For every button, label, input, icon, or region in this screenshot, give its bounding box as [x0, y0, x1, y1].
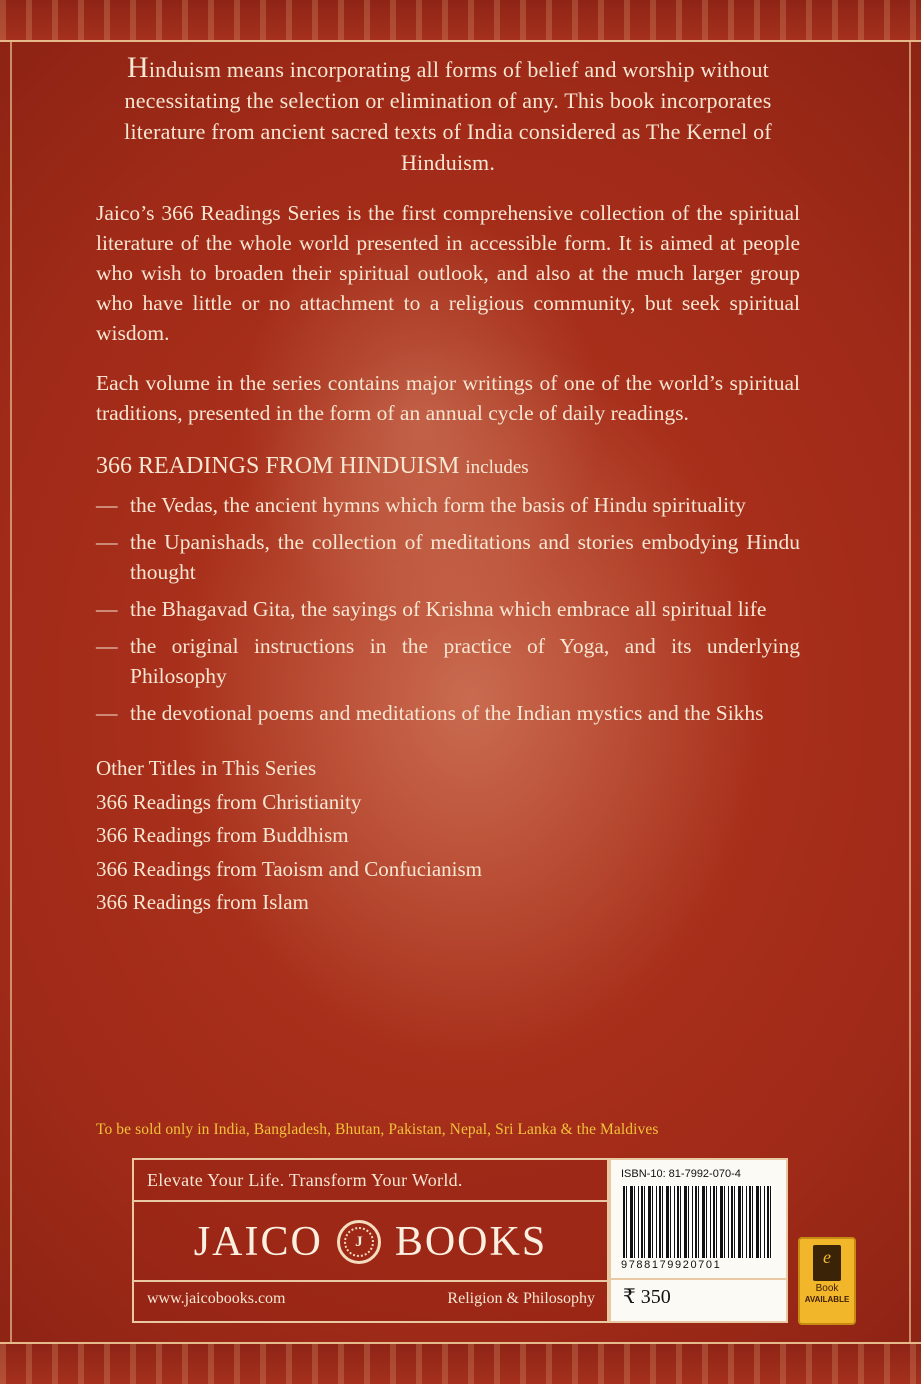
barcode-box: [609, 1158, 788, 1323]
list-item: — the devotional poems and meditations of the Indian mystics and the Sikhs: [96, 701, 764, 725]
ebook-icon: e: [813, 1245, 841, 1281]
publisher-website: www.jaicobooks.com: [147, 1290, 286, 1307]
list-item: — the Vedas, the ancient hymns which form the basis of Hindu spirituality: [96, 493, 746, 517]
includes-suffix: includes: [465, 457, 529, 478]
divider: [134, 1280, 607, 1282]
ebook-label: Book: [815, 1283, 839, 1294]
other-title: 366 Readings from Buddhism: [96, 823, 349, 847]
price: ₹ 350: [623, 1286, 671, 1308]
top-ornament-border: [0, 0, 921, 42]
brand-name-left: JAICO: [193, 1219, 323, 1265]
intro-paragraph: [96, 52, 800, 178]
divider: [611, 1278, 786, 1280]
other-title: 366 Readings from Islam: [96, 890, 309, 914]
brand-name-right: BOOKS: [394, 1219, 548, 1265]
barcode-icon: [623, 1186, 773, 1258]
publisher-tagline: Elevate Your Life. Transform Your World.: [147, 1170, 463, 1190]
series-paragraph: Jaico’s 366 Readings Series is the first comprehensive collection of the spiritual literature of the whole world presented in accessible form. It is aimed at people who wish to broaden their spiritual outlook, and also at the much larger group who have little or no attachment to a religious community, but seek spiritual wisdom.: [96, 201, 800, 345]
volume-paragraph: Each volume in the series contains major writings of one of the world’s spiritual traditions, presented in the form of an annual cycle of daily readings.: [96, 371, 800, 425]
includes-list: [96, 490, 800, 728]
book-title: 366 READINGS FROM HINDUISM: [96, 453, 460, 479]
other-title: 366 Readings from Taoism and Confucianism: [96, 856, 483, 881]
ebook-available-badge: [798, 1237, 856, 1325]
divider: [134, 1200, 607, 1202]
list-item: — the original instructions in the practice of Yoga, and its underlying Philosophy: [96, 634, 800, 688]
publisher-logo: [134, 1212, 607, 1272]
includes-heading: [96, 450, 800, 484]
ebook-available-text: AVAILABLE: [804, 1295, 850, 1304]
publisher-panel: [132, 1158, 609, 1323]
other-title: 366 Readings from Christianity: [96, 789, 362, 814]
book-category: Religion & Philosophy: [447, 1290, 595, 1307]
other-titles: [96, 752, 800, 920]
right-border: [897, 42, 911, 1342]
other-titles-heading: Other Titles in This Series: [96, 756, 317, 780]
list-item: — the Bhagavad Gita, the sayings of Krishna which embrace all spiritual life: [96, 597, 767, 621]
isbn-label: ISBN-10: 81-7992-070-4: [621, 1168, 741, 1180]
intro-text: induism means incorporating all forms of belief and worship without necessitating the selection or elimination of any. This book incorporates literature from ancient sacred texts of India considered as The Kernel of Hinduism.: [124, 57, 772, 175]
jaico-emblem-icon: J: [337, 1220, 381, 1264]
left-border: [10, 42, 24, 1342]
drop-letter: H: [127, 51, 149, 84]
list-item: — the Upanishads, the collection of meditations and stories embodying Hindu thought: [96, 530, 800, 584]
barcode-digits: 9788179920701: [621, 1259, 722, 1271]
back-cover-text: [96, 52, 800, 920]
sales-territory-notice: To be sold only in India, Bangladesh, Bhutan, Pakistan, Nepal, Sri Lanka & the Maldives: [96, 1121, 659, 1138]
bottom-ornament-border: [0, 1342, 921, 1384]
